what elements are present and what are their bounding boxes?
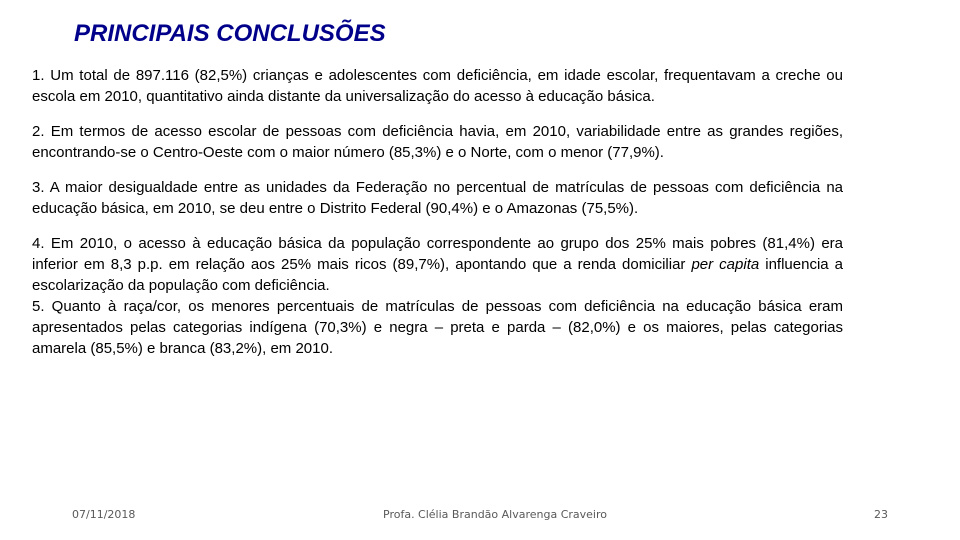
conclusion-item-4 <box>32 233 843 296</box>
conclusion-item-4-text-before: 4. Em 2010, o acesso à educação básica da população correspondente ao grupo dos 25% mais pobres (81,4%) era inferior em 8,3 p.p. em relação aos 25% mais ricos (89,7%), apontando que a renda domiciliar <box>32 235 843 273</box>
footer-date: 07/11/2018 <box>72 508 136 521</box>
footer-page-number: 23 <box>874 508 888 521</box>
conclusion-item-2: 2. Em termos de acesso escolar de pessoas com deficiência havia, em 2010, variabilidade entre as grandes regiões, encontrando-se o Centro-Oeste com o maior número (85,3%) e o Norte, com o menor (77,9%). <box>32 123 843 161</box>
conclusion-item-4-italic-term: per capita <box>691 256 760 273</box>
footer-author: Profa. Clélia Brandão Alvarenga Craveiro <box>383 508 608 521</box>
conclusion-item-1: 1. Um total de 897.116 (82,5%) crianças e adolescentes com deficiência, em idade escolar, frequentavam a creche ou escola em 2010, quantitativo ainda distante da universalização do acesso à educação básica. <box>32 67 843 105</box>
slide-title: PRINCIPAIS CONCLUSÕES <box>74 20 386 47</box>
conclusion-item-5: 5. Quanto à raça/cor, os menores percentuais de matrículas de pessoas com deficiência na educação básica eram apresentados pelas categorias indígena (70,3%) e negra – preta e parda – (82,0%) e os maiores, pelas categorias amarela (85,5%) e branca (83,2%), em 2010. <box>32 298 843 357</box>
conclusion-item-4-text-after: influencia a escolarização da população com deficiência. <box>32 256 844 294</box>
conclusions-list <box>32 65 843 359</box>
conclusion-item-3: 3. A maior desigualdade entre as unidades da Federação no percentual de matrículas de pessoas com deficiência na educação básica, em 2010, se deu entre o Distrito Federal (90,4%) e o Amazonas (75,5%). <box>32 179 843 217</box>
